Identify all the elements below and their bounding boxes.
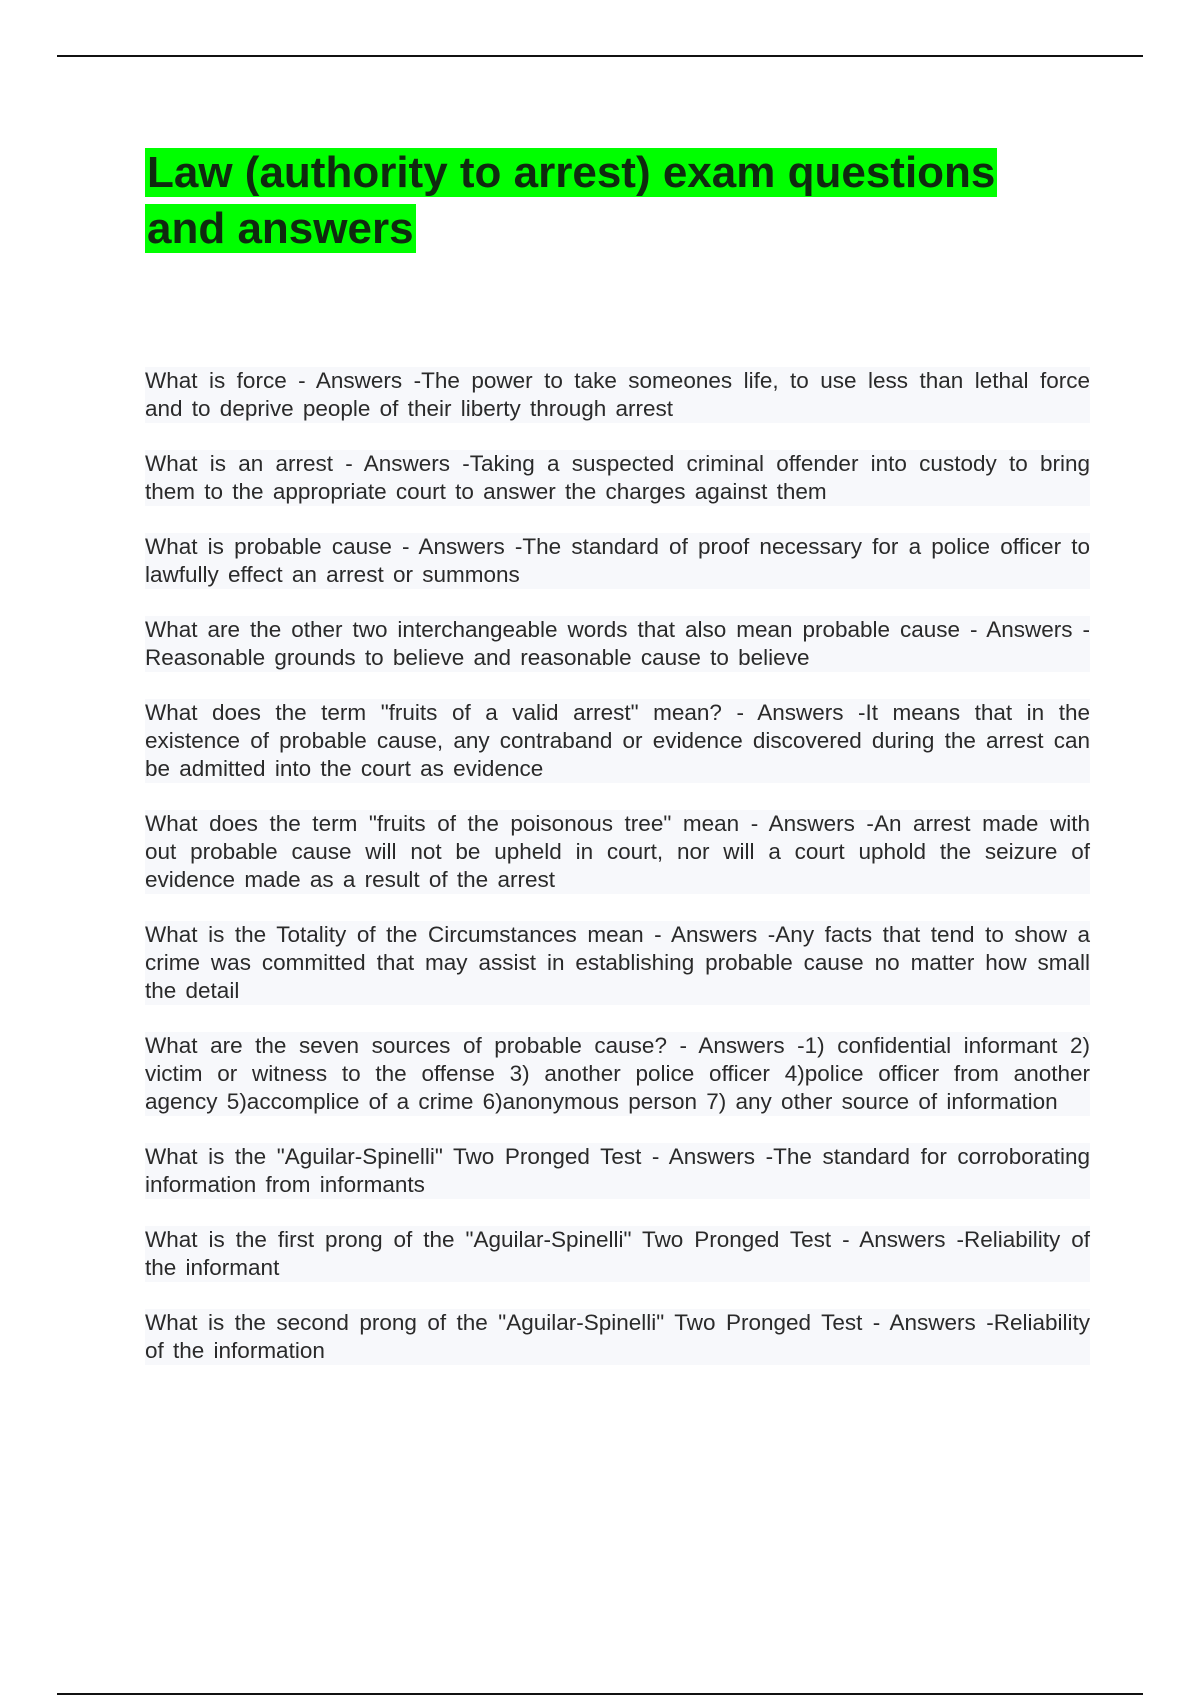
qa-item (145, 1309, 1090, 1365)
question-text: What does the term "fruits of the poisonous tree" mean - Answers - (145, 811, 874, 836)
answer-text: Taking a suspected criminal offender into custody to bring them to the appropriate court to answer the charges against them (145, 451, 1090, 504)
question-text: What is force - Answers - (145, 368, 422, 393)
qa-item (145, 699, 1090, 783)
document-title: Law (authority to arrest) exam questions and answers (147, 148, 996, 253)
question-text: What does the term "fruits of a valid arrest" mean? - Answers - (145, 700, 866, 725)
answer-text: Reasonable grounds to believe and reasonable cause to believe (145, 645, 810, 670)
qa-item (145, 450, 1090, 506)
answer-text: Any facts that tend to show a crime was committed that may assist in establishing probable cause no matter how small the detail (145, 922, 1091, 1003)
answer-text: The standard for corroborating information from informants (145, 1144, 1091, 1197)
qa-item (145, 1226, 1090, 1282)
question-text: What is the second prong of the "Aguilar-Spinelli" Two Pronged Test - Answers - (145, 1310, 994, 1335)
answer-text: An arrest made with out probable cause will not be upheld in court, nor will a court uphold the seizure of evidence made as a result of the arrest (145, 811, 1090, 892)
qa-list (145, 367, 1090, 1392)
question-text: What is an arrest - Answers - (145, 451, 470, 476)
qa-item (145, 1032, 1090, 1116)
qa-item (145, 616, 1090, 672)
answer-text: The power to take someones life, to use less than lethal force and to deprive people of their liberty through arrest (145, 368, 1090, 421)
answer-text: 1) confidential informant 2) victim or witness to the offense 3) another police officer 4)police officer from another agency 5)accomplice of a crime 6)anonymous person 7) any other source of information (145, 1033, 1090, 1114)
bottom-rule (57, 1693, 1143, 1695)
answer-text: The standard of proof necessary for a police officer to lawfully effect an arrest or summons (145, 534, 1090, 587)
qa-item (145, 1143, 1090, 1199)
question-text: What is probable cause - Answers - (145, 534, 523, 559)
answer-text: Reliability of the information (145, 1310, 1090, 1363)
question-text: What is the Totality of the Circumstances mean - Answers - (145, 922, 776, 947)
question-text: What is the "Aguilar-Spinelli" Two Pronged Test - Answers - (145, 1144, 774, 1169)
qa-item (145, 533, 1090, 589)
question-text: What is the first prong of the "Aguilar-Spinelli" Two Pronged Test - Answers - (145, 1227, 964, 1252)
qa-item (145, 367, 1090, 423)
question-text: What are the seven sources of probable cause? - Answers - (145, 1033, 805, 1058)
answer-text: It means that in the existence of probable cause, any contraband or evidence discovered during the arrest can be admitted into the court as evidence (145, 700, 1090, 781)
question-text: What are the other two interchangeable words that also mean probable cause - Answers - (145, 617, 1090, 642)
qa-item (145, 921, 1090, 1005)
answer-text: Reliability of the informant (145, 1227, 1090, 1280)
top-rule (57, 55, 1143, 57)
title-block (145, 145, 1085, 257)
qa-item (145, 810, 1090, 894)
